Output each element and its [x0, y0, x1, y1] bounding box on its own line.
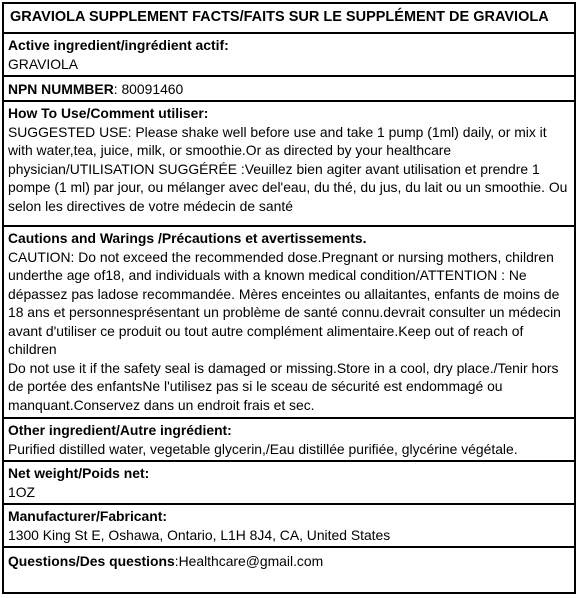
npn-title: NPN NUMMBER [8, 81, 114, 97]
cautions-section [4, 227, 574, 419]
cautions-text-2: Do not use it if the safety seal is damaged or missing.Store in a cool, dry place./Tenir hors de portée des enfantsNe l'utilisez pas si le sceau de sécurité est endommagé ou manquant.Conservez dans un endroit frais et sec. [8, 359, 559, 413]
how-to-use-title: How To Use/Comment utiliser: [8, 105, 209, 121]
questions-title: Questions/Des questions [8, 553, 175, 569]
cautions-title: Cautions and Warings /Précautions et avertissements. [8, 230, 367, 246]
questions-email: :Healthcare@gmail.com [174, 553, 324, 569]
other-ingredient-value: Purified distilled water, vegetable glycerin,/Eau distillée purifiée, glycérine végétale. [8, 440, 518, 457]
how-to-use-text: SUGGESTED USE: Please shake well before use and take 1 pump (1ml) daily, or mix it with water,tea, juice, milk, or smoothie.Or as directed by your healthcare physician/UTILISATION SUGGÉRÉE :Veuillez bien agiter avant utilisation et prendre 1 pompe (1 ml) par jour, ou mélanger avec del'eau, du thé, du jus, du lait ou un smoothie. Ou selon les directives de votre médecin de santé [8, 123, 568, 214]
manufacturer-section [4, 505, 574, 548]
active-ingredient-value: GRAVIOLA [8, 55, 78, 72]
active-ingredient-section [4, 34, 574, 77]
how-to-use-section [4, 102, 574, 227]
label-title: GRAVIOLA SUPPLEMENT FACTS/FAITS SUR LE SUPPLÉMENT DE GRAVIOLA [4, 4, 574, 34]
npn-value: : 80091460 [113, 81, 184, 97]
net-weight-section [4, 462, 574, 505]
questions-section [4, 548, 574, 596]
manufacturer-address: 1300 King St E, Oshawa, Ontario, L1H 8J4, CA, United States [8, 526, 391, 543]
other-ingredient-title: Other ingredient/Autre ingrédient: [8, 422, 232, 438]
active-ingredient-title: Active ingredient/ingrédient actif: [8, 37, 229, 53]
supplement-facts-label [2, 2, 576, 594]
manufacturer-title: Manufacturer/Fabricant: [8, 508, 167, 524]
npn-section [4, 77, 574, 102]
net-weight-value: 1OZ [8, 483, 36, 500]
net-weight-title: Net weight/Poids net: [8, 465, 150, 481]
cautions-text-1: CAUTION: Do not exceed the recommended dose.Pregnant or nursing mothers, children underthe age of18, and individuals with a known medical condition/ATTENTION : Ne dépassez pas ladose recommandée. Mères enceintes ou allaitantes, enfants de moins de 18 ans et personnesprésentant un problème de santé connu.devrait consulter un médecin avant d'utiliser ce produit ou tout autre complément alimentaire.Keep out of reach of children [8, 248, 561, 357]
other-ingredient-section [4, 419, 574, 462]
